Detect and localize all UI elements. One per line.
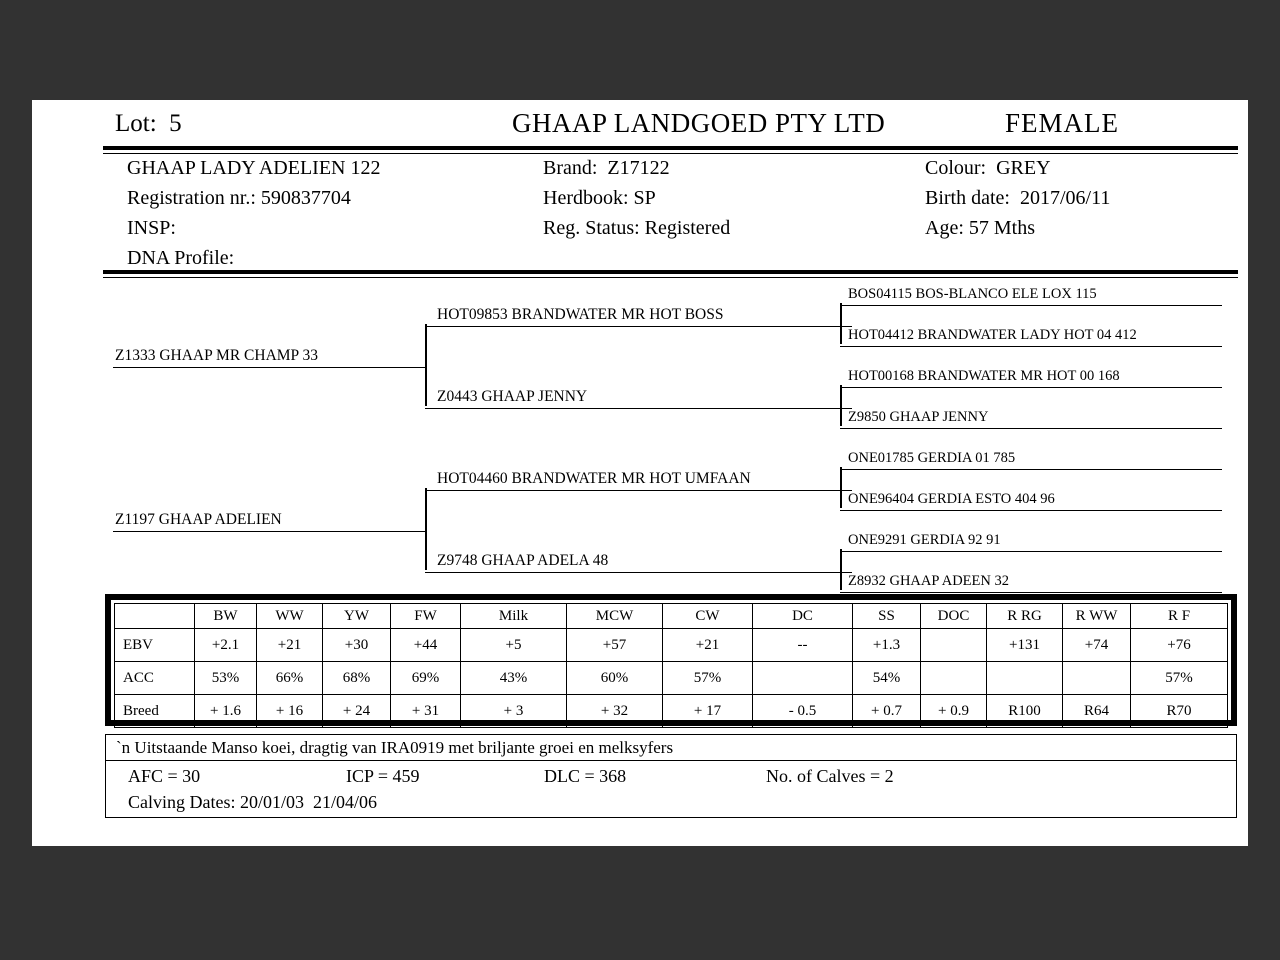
pedigree-connector bbox=[840, 385, 842, 426]
registration-number: Registration nr.: 590837704 bbox=[127, 187, 351, 209]
ebv-cell: +76 bbox=[1131, 629, 1228, 662]
ebv-cell bbox=[921, 629, 987, 662]
ebv-cell: + 32 bbox=[567, 695, 663, 728]
ebv-cell: + 17 bbox=[663, 695, 753, 728]
brand-value: Brand: Z17122 bbox=[543, 157, 670, 179]
ebv-row bbox=[115, 629, 1228, 662]
ebv-cell: + 16 bbox=[257, 695, 323, 728]
ebv-cell: +30 bbox=[323, 629, 391, 662]
note-text: `n Uitstaande Manso koei, dragtig van IRA0919 met briljante groei en melksyfers bbox=[116, 737, 674, 757]
afc-value: AFC = 30 bbox=[128, 766, 201, 786]
ebv-cell: +5 bbox=[461, 629, 567, 662]
herdbook-value: Herdbook: SP bbox=[543, 187, 656, 209]
ebv-row-label: Breed bbox=[115, 695, 195, 728]
ebv-cell: 43% bbox=[461, 662, 567, 695]
pedigree-connector bbox=[425, 488, 427, 570]
pedigree-sire: Z1333 GHAAP MR CHAMP 33 bbox=[113, 339, 427, 368]
ebv-cell: + 24 bbox=[323, 695, 391, 728]
ebv-cell: +74 bbox=[1063, 629, 1131, 662]
divider-thin bbox=[103, 153, 1238, 154]
ebv-cell: R100 bbox=[987, 695, 1063, 728]
ebv-header: WW bbox=[257, 604, 323, 629]
ebv-cell: + 3 bbox=[461, 695, 567, 728]
ebv-cell: +1.3 bbox=[853, 629, 921, 662]
ebv-cell: +2.1 bbox=[195, 629, 257, 662]
pedigree-connector bbox=[840, 467, 842, 508]
pedigree-connector bbox=[840, 303, 842, 344]
ebv-cell: +44 bbox=[391, 629, 461, 662]
ebv-cell: 57% bbox=[1131, 662, 1228, 695]
ebv-cell: - 0.5 bbox=[753, 695, 853, 728]
lot-label: Lot: 5 bbox=[115, 110, 182, 137]
ebv-cell: 54% bbox=[853, 662, 921, 695]
ebv-row-label: ACC bbox=[115, 662, 195, 695]
animal-name: GHAAP LADY ADELIEN 122 bbox=[127, 157, 381, 179]
pedigree-great-grandparent-3: HOT00168 BRANDWATER MR HOT 00 168 bbox=[840, 359, 1222, 388]
acc-row bbox=[115, 662, 1228, 695]
dlc-value: DLC = 368 bbox=[544, 766, 627, 786]
breed-row bbox=[115, 695, 1228, 728]
pedigree-maternal-granddam: Z9748 GHAAP ADELA 48 bbox=[425, 544, 852, 573]
calves-count: No. of Calves = 2 bbox=[766, 766, 894, 786]
ebv-header: DC bbox=[753, 604, 853, 629]
ebv-cell bbox=[1063, 662, 1131, 695]
ebv-header: MCW bbox=[567, 604, 663, 629]
ebv-header: YW bbox=[323, 604, 391, 629]
divider-thick bbox=[103, 270, 1238, 274]
ebv-cell: 60% bbox=[567, 662, 663, 695]
pedigree-connector bbox=[425, 324, 427, 406]
ebv-header: SS bbox=[853, 604, 921, 629]
ebv-header: BW bbox=[195, 604, 257, 629]
ebv-header-row bbox=[115, 604, 1228, 629]
ebv-header: CW bbox=[663, 604, 753, 629]
pedigree-great-grandparent-4: Z9850 GHAAP JENNY bbox=[840, 400, 1222, 429]
ebv-cell: +131 bbox=[987, 629, 1063, 662]
pedigree-great-grandparent-5: ONE01785 GERDIA 01 785 bbox=[840, 441, 1222, 470]
note-box bbox=[105, 734, 1237, 761]
ebv-header: R WW bbox=[1063, 604, 1131, 629]
ebv-cell: +21 bbox=[257, 629, 323, 662]
ebv-cell bbox=[987, 662, 1063, 695]
pedigree-paternal-granddam: Z0443 GHAAP JENNY bbox=[425, 380, 852, 409]
ebv-cell: R64 bbox=[1063, 695, 1131, 728]
divider-thick bbox=[103, 146, 1238, 150]
ebv-cell: 57% bbox=[663, 662, 753, 695]
pedigree-great-grandparent-8: Z8932 GHAAP ADEEN 32 bbox=[840, 564, 1222, 593]
ebv-header bbox=[115, 604, 195, 629]
pedigree-great-grandparent-1: BOS04115 BOS-BLANCO ELE LOX 115 bbox=[840, 277, 1222, 306]
pedigree-maternal-grandsire: HOT04460 BRANDWATER MR HOT UMFAAN bbox=[425, 462, 852, 491]
ebv-header: R RG bbox=[987, 604, 1063, 629]
reg-status-value: Reg. Status: Registered bbox=[543, 217, 731, 239]
birth-date-value: Birth date: 2017/06/11 bbox=[925, 187, 1111, 209]
pedigree-paternal-grandsire: HOT09853 BRANDWATER MR HOT BOSS bbox=[425, 298, 852, 327]
page-title: GHAAP LANDGOED PTY LTD bbox=[512, 108, 886, 138]
ebv-cell: +21 bbox=[663, 629, 753, 662]
ebv-cell bbox=[921, 662, 987, 695]
pedigree-great-grandparent-2: HOT04412 BRANDWATER LADY HOT 04 412 bbox=[840, 318, 1222, 347]
ebv-cell: 68% bbox=[323, 662, 391, 695]
ebv-cell: + 0.7 bbox=[853, 695, 921, 728]
calving-dates: Calving Dates: 20/01/03 21/04/06 bbox=[128, 792, 377, 812]
ebv-cell: 69% bbox=[391, 662, 461, 695]
stats-box bbox=[105, 761, 1237, 818]
ebv-header: DOC bbox=[921, 604, 987, 629]
ebv-header: Milk bbox=[461, 604, 567, 629]
ebv-cell: + 31 bbox=[391, 695, 461, 728]
ebv-header: FW bbox=[391, 604, 461, 629]
ebv-cell: + 1.6 bbox=[195, 695, 257, 728]
ebv-cell: 66% bbox=[257, 662, 323, 695]
ebv-cell bbox=[753, 662, 853, 695]
ebv-cell: R70 bbox=[1131, 695, 1228, 728]
dna-profile-label: DNA Profile: bbox=[127, 247, 235, 269]
pedigree-great-grandparent-7: ONE9291 GERDIA 92 91 bbox=[840, 523, 1222, 552]
ebv-table bbox=[105, 594, 1237, 726]
age-value: Age: 57 Mths bbox=[925, 217, 1035, 239]
ebv-cell: 53% bbox=[195, 662, 257, 695]
pedigree-connector bbox=[840, 549, 842, 590]
pedigree-great-grandparent-6: ONE96404 GERDIA ESTO 404 96 bbox=[840, 482, 1222, 511]
ebv-header: R F bbox=[1131, 604, 1228, 629]
ebv-cell: +57 bbox=[567, 629, 663, 662]
colour-value: Colour: GREY bbox=[925, 157, 1051, 179]
ebv-cell: -- bbox=[753, 629, 853, 662]
sex-label: FEMALE bbox=[1005, 108, 1119, 138]
catalog-page bbox=[32, 100, 1248, 846]
insp-label: INSP: bbox=[127, 217, 176, 239]
icp-value: ICP = 459 bbox=[346, 766, 420, 786]
ebv-cell: + 0.9 bbox=[921, 695, 987, 728]
pedigree-dam: Z1197 GHAAP ADELIEN bbox=[113, 503, 427, 532]
ebv-row-label: EBV bbox=[115, 629, 195, 662]
